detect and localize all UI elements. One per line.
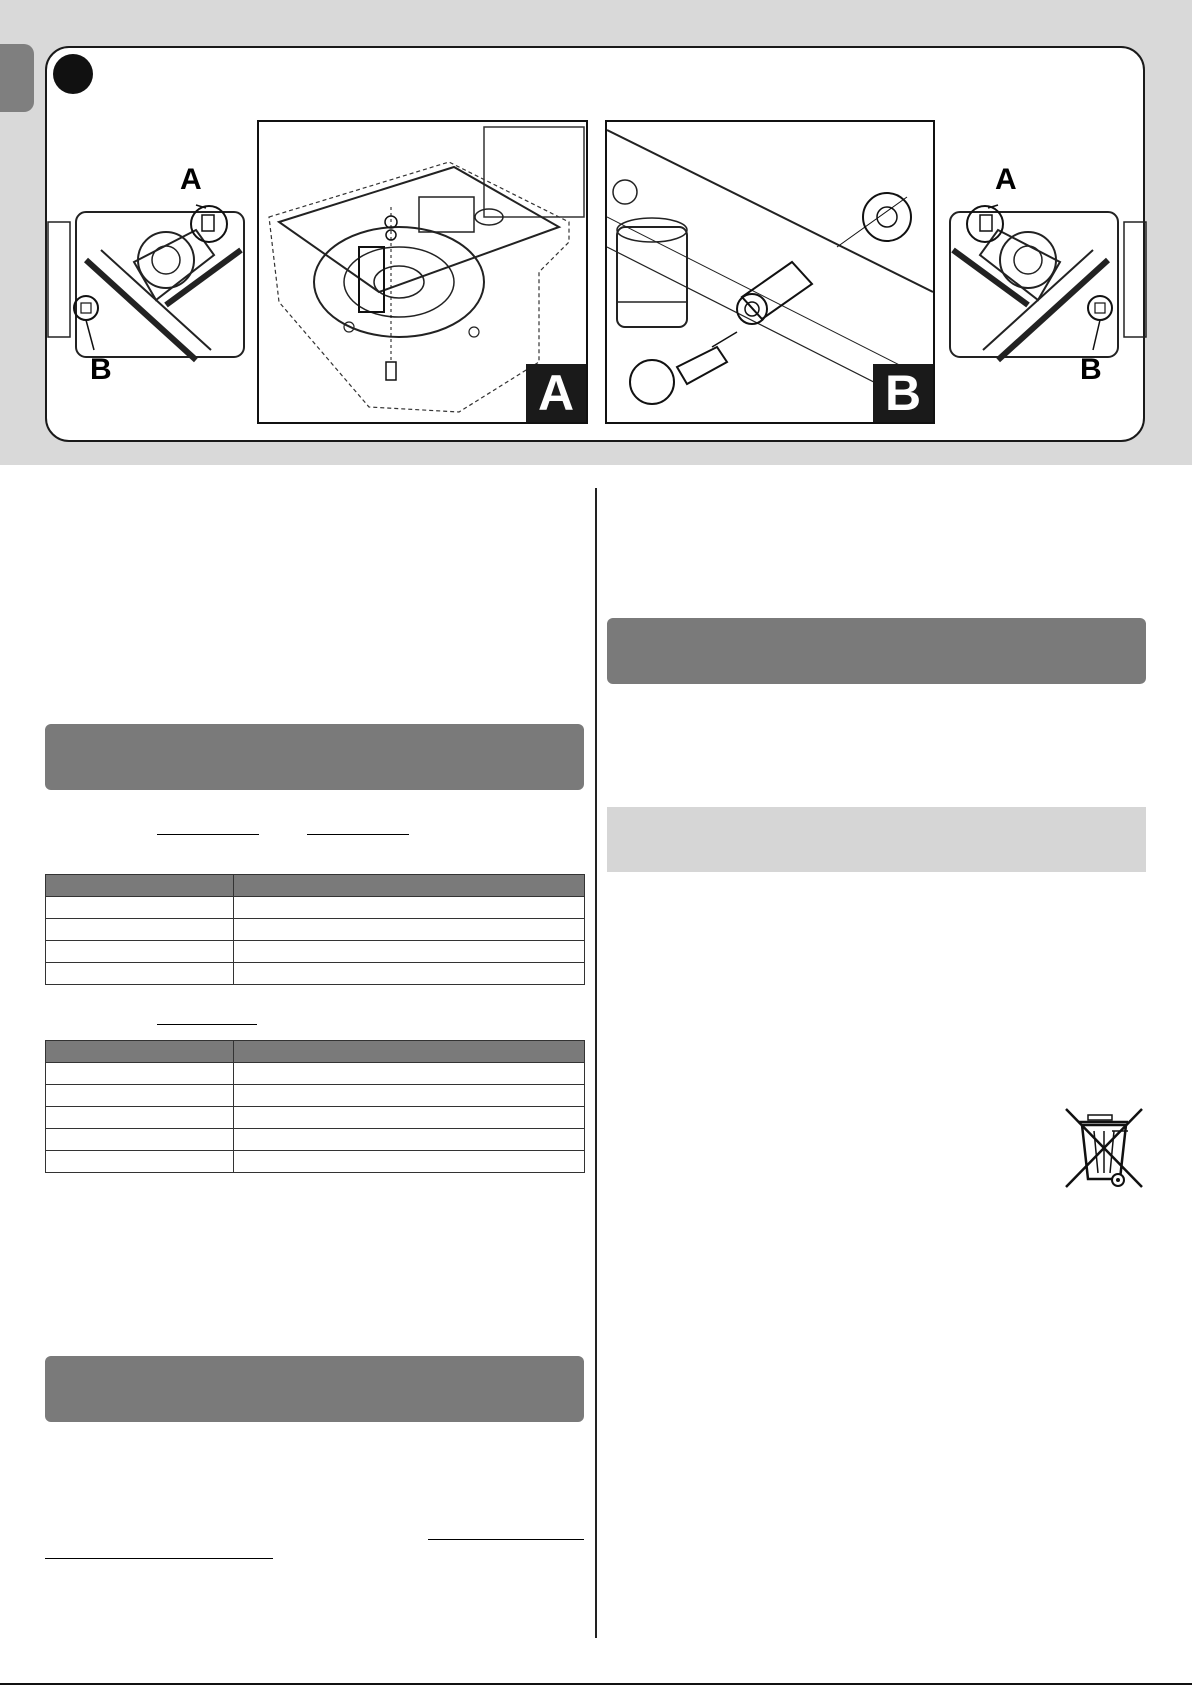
underline-2 bbox=[307, 834, 409, 835]
left-callout-b: B bbox=[90, 353, 112, 386]
right-motor-diagram bbox=[948, 200, 1148, 370]
section-header-bar-1 bbox=[45, 724, 584, 790]
underline-1 bbox=[157, 834, 259, 835]
right-callout-b: B bbox=[1080, 353, 1102, 386]
table-row bbox=[46, 1129, 585, 1151]
column-divider bbox=[595, 488, 597, 1638]
detail-b-frame bbox=[605, 120, 935, 424]
table-row bbox=[46, 897, 585, 919]
underline-5 bbox=[45, 1558, 273, 1559]
table-row bbox=[46, 941, 585, 963]
detail-a-label: A bbox=[526, 364, 586, 422]
detail-a-frame bbox=[257, 120, 588, 424]
underline-4 bbox=[428, 1539, 584, 1540]
detail-b-label: B bbox=[873, 364, 933, 422]
weee-bin-icon bbox=[1062, 1105, 1146, 1191]
section-header-bar-2 bbox=[45, 1356, 584, 1422]
table-row bbox=[46, 1063, 585, 1085]
figure-number-dot bbox=[53, 54, 93, 94]
spec-table-2 bbox=[45, 1040, 585, 1173]
table-row bbox=[46, 1151, 585, 1173]
table-row bbox=[46, 1085, 585, 1107]
table-row bbox=[46, 1107, 585, 1129]
left-motor-diagram bbox=[46, 200, 246, 370]
left-callout-a: A bbox=[180, 163, 202, 196]
spec-table-1 bbox=[45, 874, 585, 985]
underline-3 bbox=[157, 1024, 257, 1025]
section-header-bar-3 bbox=[607, 618, 1146, 684]
right-callout-a: A bbox=[995, 163, 1017, 196]
table-row bbox=[46, 919, 585, 941]
chapter-tab bbox=[0, 44, 34, 112]
table-header-row bbox=[46, 875, 585, 897]
table-header-row bbox=[46, 1041, 585, 1063]
table-row bbox=[46, 963, 585, 985]
subsection-header-bar bbox=[607, 807, 1146, 872]
